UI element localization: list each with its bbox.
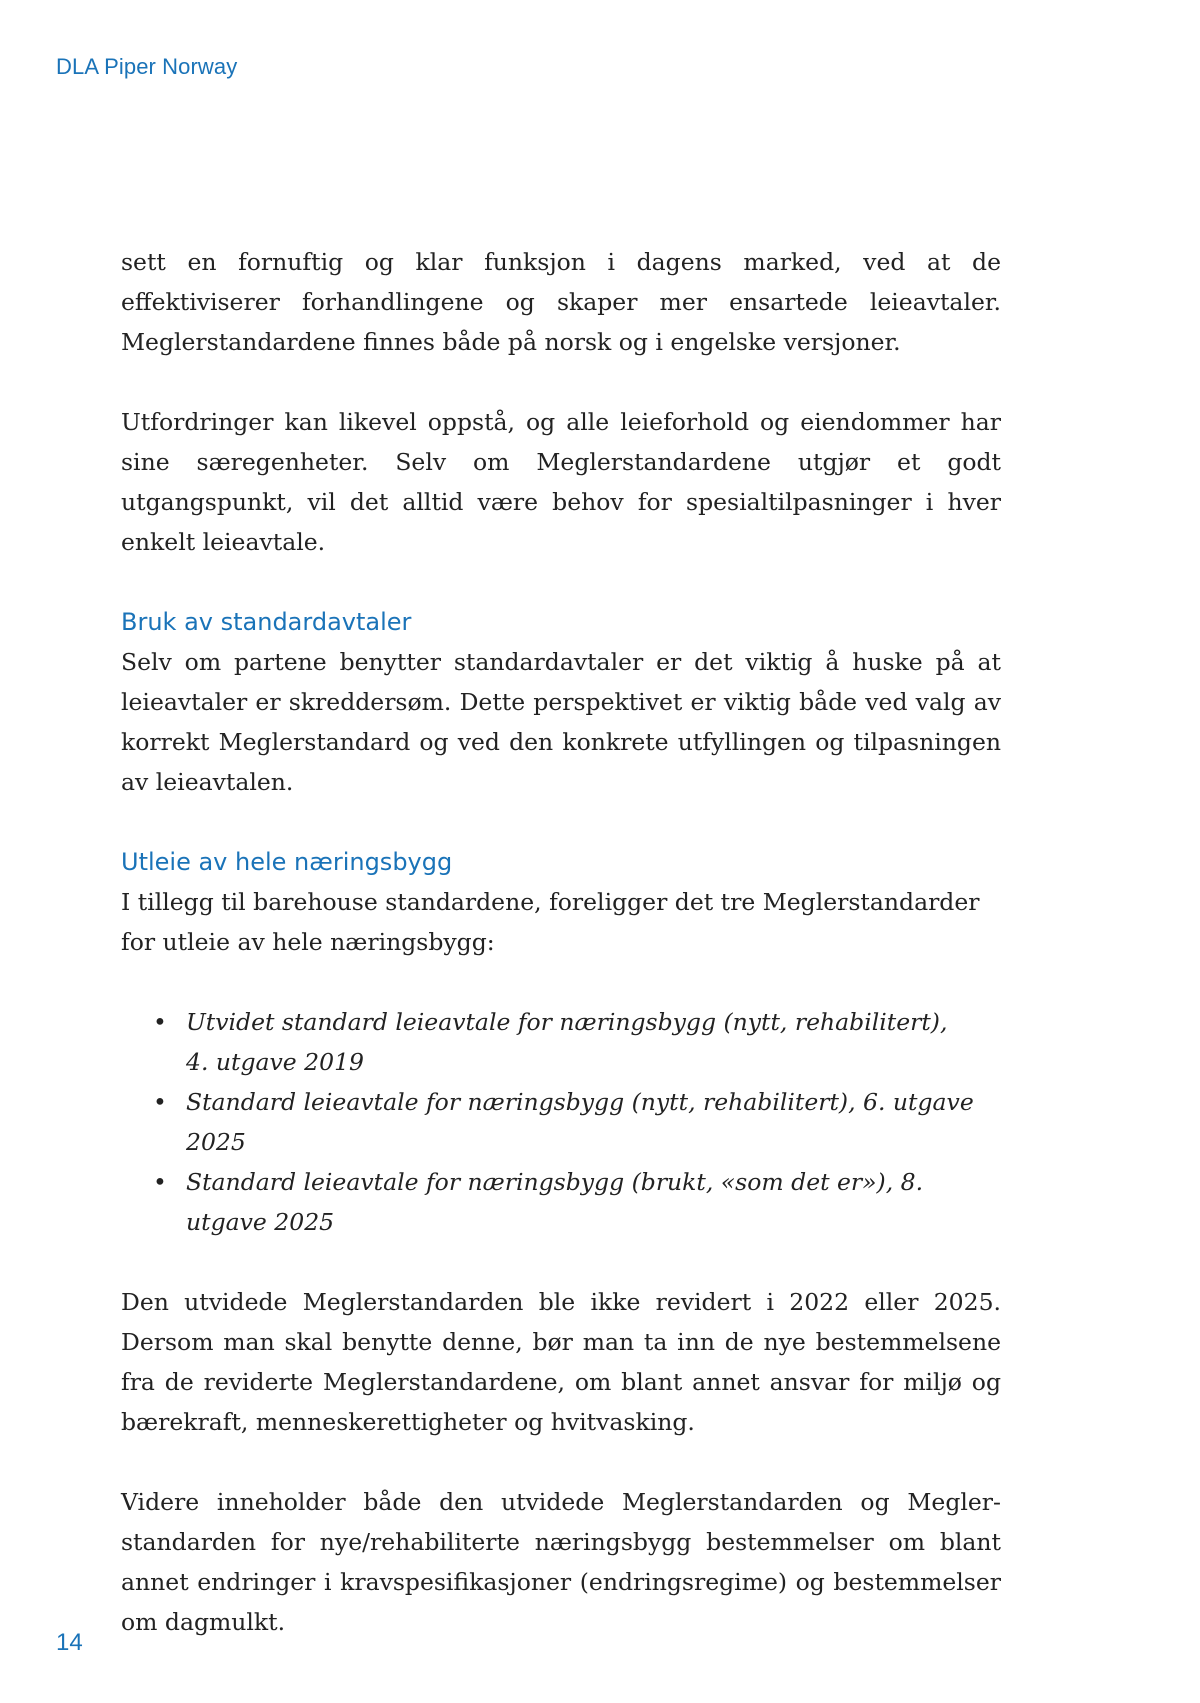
list-item-text-continued: 4. utgave 2019: [186, 1048, 364, 1076]
list-item: [121, 1082, 1001, 1162]
list-item: [121, 1002, 1001, 1082]
paragraph-spacer: [121, 1242, 1001, 1282]
paragraph-spacer: [121, 802, 1001, 842]
list-item-text: Standard leieavtale for næringsbygg (brukt, «som det er»), 8. utgave 2025: [186, 1168, 924, 1236]
bullet-icon: •: [153, 1008, 167, 1036]
list-item-text: Utvidet standard leieavtale for næringsbygg (nytt, rehabilitert),: [186, 1008, 948, 1036]
list-item: [121, 1162, 1001, 1242]
paragraph-spacer: [121, 562, 1001, 602]
page-number: 14: [56, 1629, 83, 1656]
standards-list: [121, 1002, 1001, 1242]
paragraph-spacer: [121, 362, 1001, 402]
section-heading-whole-buildings: Utleie av hele næringsbygg: [121, 848, 453, 876]
paragraph-spacer: [121, 1442, 1001, 1482]
list-item-text: Standard leieavtale for næringsbygg (nytt, rehabilitert), 6. utgave 2025: [186, 1088, 974, 1156]
paragraph-challenges: Utfordringer kan likevel oppstå, og alle leieforhold og eiendommer har sine særegenheter. Selv om Meglerstandardene utgjør et godt utgangspunkt, vil det alltid være behov for spesialtilpasninger i hver enkelt leieavtale.: [121, 408, 1001, 556]
section-heading-standard-agreements: Bruk av standardavtaler: [121, 608, 412, 636]
running-header: DLA Piper Norway: [56, 54, 238, 79]
paragraph-spacer: [121, 962, 1001, 1002]
bullet-icon: •: [153, 1168, 167, 1196]
paragraph-intro-continuation: sett en fornuftig og klar funksjon i dagens marked, ved at de effektiviserer forhandlingene og skaper mer ensartede leieavtaler. Meglerstandardene finnes både på norsk og i engelske versjoner.: [121, 248, 1001, 356]
paragraph-standard-agreements: Selv om partene benytter standardavtaler er det viktig å huske på at leieavtaler er skreddersøm. Dette perspektivet er viktig både ved valg av korrekt Meglerstandard og ved den konkrete utfyllingen og tilpasningen av leieavtalen.: [121, 648, 1001, 796]
document-body: [121, 242, 1001, 1642]
bullet-icon: •: [153, 1088, 167, 1116]
paragraph-revision-note: Den utvidede Meglerstandarden ble ikke revidert i 2022 eller 2025. Dersom man skal benytte denne, bør man ta inn de nye bestemmelsene fra de reviderte Meglerstandardene, om blant annet ansvar for miljø og bærekraft, menneskerettigheter og hvitvasking.: [121, 1288, 1001, 1436]
paragraph-whole-buildings-intro: I tillegg til barehouse standardene, foreligger det tre Meglerstandarder for utleie av hele næringsbygg:: [121, 888, 980, 956]
paragraph-change-regime: Videre inneholder både den utvidede Meglerstandarden og Meglerstandarden for nye/rehabiliterte næringsbygg bestemmelser om blant annet endringer i kravspesifikasjoner (endringsregime) og bestemmelser om dagmulkt.: [121, 1488, 1001, 1636]
